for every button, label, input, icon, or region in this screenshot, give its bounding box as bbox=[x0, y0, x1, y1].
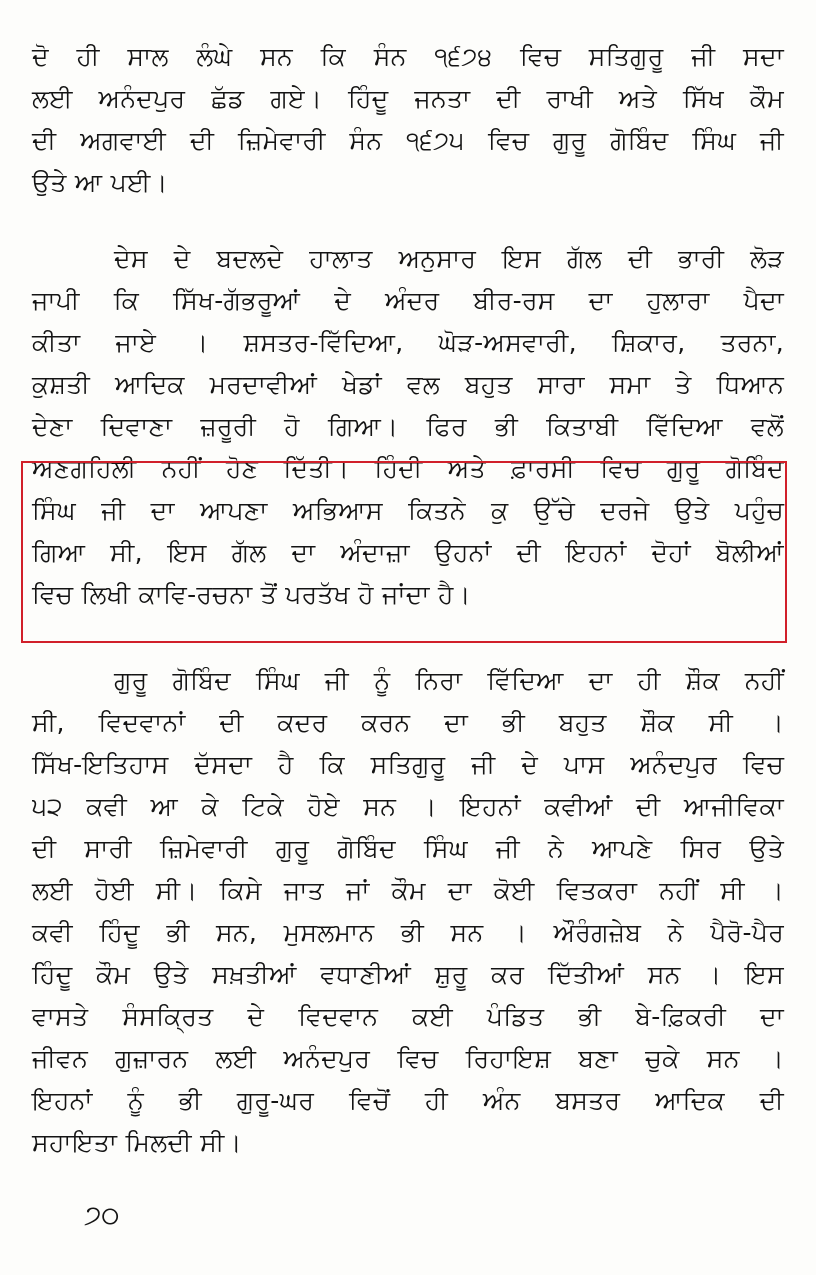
highlighted-text-line: ਵਿਚ ਲਿਖੀ ਕਾਵਿ-ਰਚਨਾ ਤੋਂ ਪਰਤੱਖ ਹੋ ਜਾਂਦਾ ਹੈ। bbox=[32, 580, 471, 609]
text-line: ਲਈ ਹੋਈ ਸੀ। ਕਿਸੇ ਜਾਤ ਜਾਂ ਕੌਮ ਦਾ ਕੋਈ ਵਿਤਕਰਾ ਨਹੀਂ ਸੀ । bbox=[32, 876, 784, 905]
text-line: ਕੁਸ਼ਤੀ ਆਦਿਕ ਮਰਦਾਵੀਆਂ ਖੇਡਾਂ ਵਲ ਬਹੁਤ ਸਾਰਾ ਸਮਾ ਤੇ ਧਿਆਨ bbox=[32, 370, 784, 399]
text-line: ਗੁਰੂ ਗੋਬਿੰਦ ਸਿੰਘ ਜੀ ਨੂੰ ਨਿਰਾ ਵਿੱਦਿਆ ਦਾ ਹੀ ਸ਼ੌਕ ਨਹੀਂ bbox=[114, 666, 784, 695]
text-line: ਵਾਸਤੇ ਸੰਸਕ੍ਰਿਤ ਦੇ ਵਿਦਵਾਨ ਕਈ ਪੰਡਿਤ ਭੀ ਬੇ-ਫ਼ਿਕਰੀ ਦਾ bbox=[32, 1002, 784, 1031]
text-line: ਇਹਨਾਂ ਨੂੰ ਭੀ ਗੁਰੂ-ਘਰ ਵਿਚੋਂ ਹੀ ਅੰਨ ਬਸਤਰ ਆਦਿਕ ਦੀ bbox=[32, 1086, 784, 1115]
text-line: ਲਈ ਅਨੰਦਪੁਰ ਛੱਡ ਗਏ। ਹਿੰਦੂ ਜਨਤਾ ਦੀ ਰਾਖੀ ਅਤੇ ਸਿੱਖ ਕੌਮ bbox=[32, 84, 784, 113]
text-line: ਦੀ ਸਾਰੀ ਜ਼ਿਮੇਵਾਰੀ ਗੁਰੂ ਗੋਬਿੰਦ ਸਿੰਘ ਜੀ ਨੇ ਆਪਣੇ ਸਿਰ ਉਤੇ bbox=[32, 834, 784, 863]
paragraph-2 bbox=[32, 238, 784, 616]
text-line: ਦੇਣਾ ਦਿਵਾਣਾ ਜ਼ਰੂਰੀ ਹੋ ਗਿਆ। ਫਿਰ ਭੀ ਕਿਤਾਬੀ ਵਿੱਦਿਆ ਵਲੋਂ bbox=[32, 412, 784, 441]
text-line: ਦੀ ਅਗਵਾਈ ਦੀ ਜ਼ਿਮੇਵਾਰੀ ਸੰਨ ੧੬੭੫ ਵਿਚ ਗੁਰੂ ਗੋਬਿੰਦ ਸਿੰਘ ਜੀ bbox=[32, 126, 784, 155]
text-line: ਹਿੰਦੂ ਕੌਮ ਉਤੇ ਸਖ਼ਤੀਆਂ ਵਧਾਣੀਆਂ ਸ਼ੁਰੂ ਕਰ ਦਿੱਤੀਆਂ ਸਨ । ਇਸ bbox=[32, 960, 784, 989]
text-line: ਉਤੇ ਆ ਪਈ। bbox=[32, 168, 168, 197]
text-line: ਸਿੱਖ-ਇਤਿਹਾਸ ਦੱਸਦਾ ਹੈ ਕਿ ਸਤਿਗੁਰੂ ਜੀ ਦੇ ਪਾਸ ਅਨੰਦਪੁਰ ਵਿਚ bbox=[32, 750, 784, 779]
text-line: ਜਾਪੀ ਕਿ ਸਿੱਖ-ਗੱਭਰੂਆਂ ਦੇ ਅੰਦਰ ਬੀਰ-ਰਸ ਦਾ ਹੁਲਾਰਾ ਪੈਦਾ bbox=[32, 286, 784, 315]
text-line: ਸੀ, ਵਿਦਵਾਨਾਂ ਦੀ ਕਦਰ ਕਰਨ ਦਾ ਭੀ ਬਹੁਤ ਸ਼ੌਕ ਸੀ । bbox=[32, 708, 784, 737]
highlighted-text-line: ਸਿੰਘ ਜੀ ਦਾ ਆਪਣਾ ਅਭਿਆਸ ਕਿਤਨੇ ਕੁ ਉੱਚੇ ਦਰਜੇ ਉਤੇ ਪਹੁੰਚ bbox=[32, 496, 784, 525]
page-number: ੭੦ bbox=[84, 1200, 120, 1231]
text-line: ਜੀਵਨ ਗੁਜ਼ਾਰਨ ਲਈ ਅਨੰਦਪੁਰ ਵਿਚ ਰਿਹਾਇਸ਼ ਬਣਾ ਚੁਕੇ ਸਨ । bbox=[32, 1044, 784, 1073]
text-line: ਦੋ ਹੀ ਸਾਲ ਲੰਘੇ ਸਨ ਕਿ ਸੰਨ ੧੬੭੪ ਵਿਚ ਸਤਿਗੁਰੂ ਜੀ ਸਦਾ bbox=[32, 42, 784, 71]
text-line: ੫੨ ਕਵੀ ਆ ਕੇ ਟਿਕੇ ਹੋਏ ਸਨ । ਇਹਨਾਂ ਕਵੀਆਂ ਦੀ ਆਜੀਵਿਕਾ bbox=[32, 792, 784, 821]
paragraph-1 bbox=[32, 36, 784, 204]
text-line: ਦੇਸ ਦੇ ਬਦਲਦੇ ਹਾਲਾਤ ਅਨੁਸਾਰ ਇਸ ਗੱਲ ਦੀ ਭਾਰੀ ਲੋੜ bbox=[114, 244, 784, 273]
highlighted-text-line: ਗਿਆ ਸੀ, ਇਸ ਗੱਲ ਦਾ ਅੰਦਾਜ਼ਾ ਉਹਨਾਂ ਦੀ ਇਹਨਾਂ ਦੋਹਾਂ ਬੋਲੀਆਂ bbox=[32, 538, 784, 567]
text-line: ਕੀਤਾ ਜਾਏ । ਸ਼ਸਤਰ-ਵਿੱਦਿਆ, ਘੋੜ-ਅਸਵਾਰੀ, ਸ਼ਿਕਾਰ, ਤਰਨਾ, bbox=[32, 328, 784, 357]
text-line: ਸਹਾਇਤਾ ਮਿਲਦੀ ਸੀ। bbox=[32, 1128, 242, 1157]
paragraph-3 bbox=[32, 660, 784, 1164]
text-line: ਕਵੀ ਹਿੰਦੂ ਭੀ ਸਨ, ਮੁਸਲਮਾਨ ਭੀ ਸਨ । ਔਰੰਗਜ਼ੇਬ ਨੇ ਪੈਰੋ-ਪੈਰ bbox=[32, 918, 784, 947]
highlighted-text-line: ਅਣਗਹਿਲੀ ਨਹੀਂ ਹੋਣ ਦਿੱਤੀ। ਹਿੰਦੀ ਅਤੇ ਫ਼ਾਰਸੀ ਵਿਚ ਗੁਰੂ ਗੋਬਿੰਦ bbox=[32, 454, 784, 483]
